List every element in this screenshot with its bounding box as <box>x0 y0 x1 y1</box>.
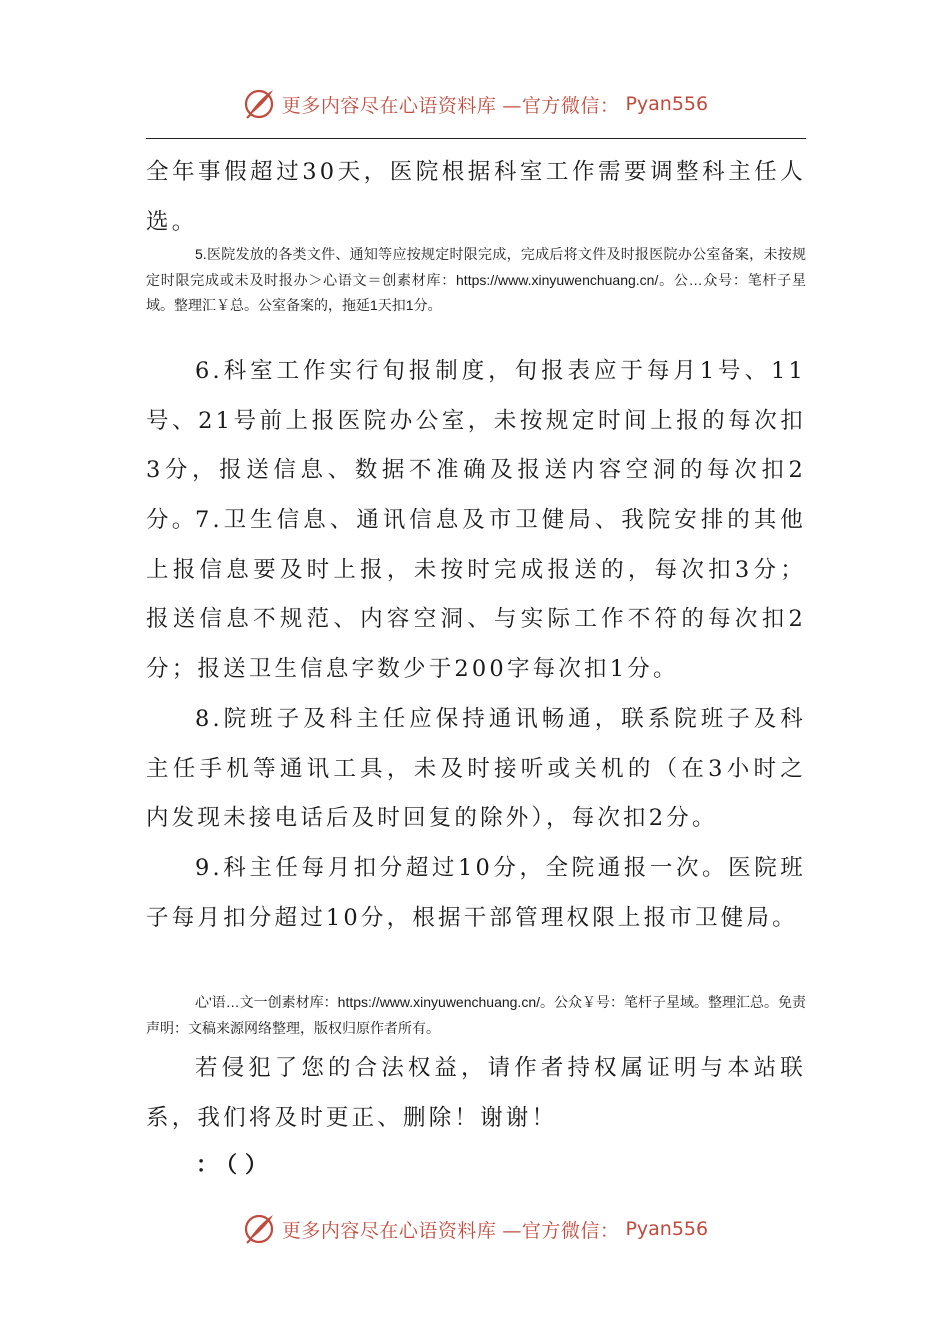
paragraph-item-9: 9.科主任每月扣分超过10分，全院通报一次。医院班子每月扣分超过10分，根据干部管理权限上报市卫健局。 <box>146 855 806 931</box>
paragraph-continued: 全年事假超过30天，医院根据科室工作需要调整科主任人选。 <box>146 159 806 235</box>
copyright-notice: 若侵犯了您的合法权益，请作者持权属证明与本站联系，我们将及时更正、删除！谢谢！ <box>146 1055 806 1131</box>
quill-circle-icon <box>242 87 276 121</box>
footer-brand-text: 更多内容尽在心语资料库 <box>281 1219 497 1242</box>
header-brand-text: 更多内容尽在心语资料库 <box>281 94 497 117</box>
paragraph-item-6: 6.科室工作实行旬报制度，旬报表应于每月1号、11号、21号前上报医院办公室，未按规定时间上报的每次扣3分，报送信息、数据不准确及报送内容空洞的每次扣2分。 <box>146 358 806 533</box>
paragraph-item-8: 8.院班子及科主任应保持通讯畅通，联系院班子及科主任手机等通讯工具，未及时接听或关机的（在3小时之内发现未接电话后及时回复的除外），每次扣2分。 <box>146 706 806 831</box>
quill-circle-icon <box>242 1212 276 1246</box>
disclaimer-text: 心'语…文一创素材库：https://www.xinyuwenchuang.cn/。公众￥号：笔杆子星域。整理汇总。免责声明：文稿来源网络整理，版权归原作者所有。 <box>146 994 807 1036</box>
header-wechat-id: Pyan556 <box>625 93 709 115</box>
page-header <box>0 84 950 124</box>
paragraph-item-7: 7.卫生信息、通讯信息及市卫健局、我院安排的其他上报信息要及时上报，未按时完成报送的，每次扣3分；报送信息不规范、内容空洞、与实际工作不符的每次扣2分；报送卫生信息字数少于200字每次扣1分。 <box>146 507 806 682</box>
empty-bracket-mark: ：（） <box>196 1153 276 1178</box>
paragraph-item-5: 5.医院发放的各类文件、通知等应按规定时限完成，完成后将文件及时报医院办公室备案，未按规定时限完成或未及时报办＞心语文＝创素材库：https://www.xinyuwenchuang.cn/。公…众号：笔杆子星域。整理汇￥总。公室备案的，拖延1天扣1分。 <box>146 246 806 313</box>
page-footer <box>0 1209 950 1249</box>
header-separator: —官方微信： <box>502 94 620 117</box>
footer-separator: —官方微信： <box>502 1219 620 1242</box>
header-divider <box>146 138 806 139</box>
footer-wechat-id: Pyan556 <box>625 1218 709 1240</box>
